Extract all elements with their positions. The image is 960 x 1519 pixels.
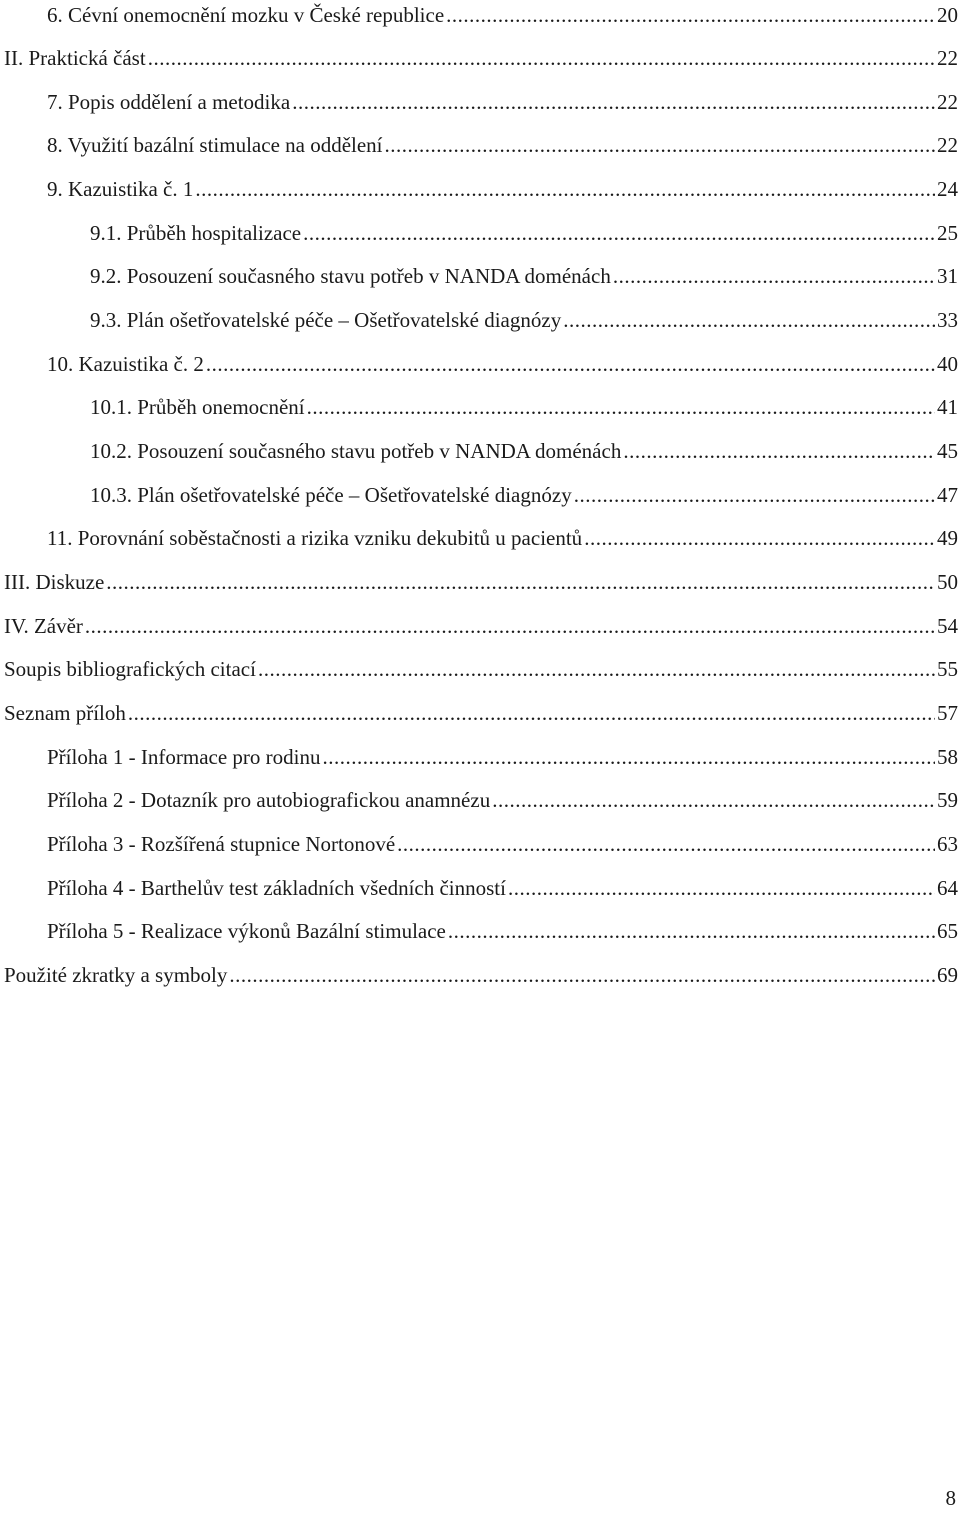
toc-entry-label: 7. Popis oddělení a metodika bbox=[47, 90, 291, 114]
toc-entry-label: 8. Využití bazální stimulace na oddělení bbox=[47, 133, 383, 157]
toc-entry[interactable] bbox=[47, 518, 958, 558]
toc-entry[interactable] bbox=[90, 213, 958, 253]
toc-entry[interactable] bbox=[47, 824, 958, 864]
toc-entry[interactable] bbox=[47, 0, 958, 35]
toc-entry[interactable] bbox=[47, 911, 958, 951]
toc-entry[interactable] bbox=[47, 82, 958, 122]
page-number: 8 bbox=[945, 1486, 956, 1510]
toc-entry[interactable] bbox=[4, 693, 958, 733]
toc-entry-page: 40 bbox=[937, 352, 958, 376]
toc-entry-label: Příloha 5 - Realizace výkonů Bazální stimulace bbox=[47, 919, 446, 943]
toc-entry-page: 64 bbox=[937, 876, 958, 900]
toc-entry-page: 50 bbox=[937, 570, 958, 594]
toc-entry-label: 9.1. Průběh hospitalizace bbox=[90, 221, 302, 245]
toc-entry-page: 25 bbox=[937, 221, 958, 245]
toc-leader-dots bbox=[508, 868, 935, 908]
toc-entry-page: 24 bbox=[937, 177, 958, 201]
toc-entry[interactable] bbox=[47, 169, 958, 209]
toc-leader-dots bbox=[258, 649, 935, 689]
toc-entry-page: 22 bbox=[937, 46, 958, 70]
toc-leader-dots bbox=[492, 780, 935, 820]
toc-entry-page: 22 bbox=[937, 133, 958, 157]
toc-entry[interactable] bbox=[47, 344, 958, 384]
toc-entry-page: 49 bbox=[937, 526, 958, 550]
toc-leader-dots bbox=[106, 562, 935, 602]
toc-entry[interactable] bbox=[4, 38, 958, 78]
toc-entry[interactable] bbox=[47, 868, 958, 908]
toc-entry[interactable] bbox=[90, 256, 958, 296]
toc-leader-dots bbox=[448, 911, 935, 951]
toc-entry-label: Příloha 4 - Barthelův test základních všedních činností bbox=[47, 876, 506, 900]
toc-entry-page: 54 bbox=[937, 614, 958, 638]
toc-entry-label: II. Praktická část bbox=[4, 46, 146, 70]
toc-entry[interactable] bbox=[90, 300, 958, 340]
toc-entry-page: 63 bbox=[937, 832, 958, 856]
toc-leader-dots bbox=[85, 606, 935, 646]
toc-entry[interactable] bbox=[90, 387, 958, 427]
toc-entry-label: Seznam příloh bbox=[4, 701, 126, 725]
toc-entry-page: 65 bbox=[937, 919, 958, 943]
toc-entry[interactable] bbox=[90, 475, 958, 515]
toc-entry-label: Příloha 2 - Dotazník pro autobiografickou anamnézu bbox=[47, 788, 491, 812]
toc-leader-dots bbox=[292, 82, 935, 122]
toc-leader-dots bbox=[613, 256, 935, 296]
toc-leader-dots bbox=[303, 213, 935, 253]
toc-entry-page: 41 bbox=[937, 395, 958, 419]
toc-leader-dots bbox=[584, 518, 935, 558]
toc-entry[interactable] bbox=[4, 606, 958, 646]
toc-entry-page: 47 bbox=[937, 483, 958, 507]
toc-entry-page: 55 bbox=[937, 657, 958, 681]
toc-leader-dots bbox=[206, 344, 935, 384]
toc-entry-page: 20 bbox=[937, 3, 958, 27]
toc-entry[interactable] bbox=[4, 955, 958, 995]
toc-entry-label: 6. Cévní onemocnění mozku v České republice bbox=[47, 3, 445, 27]
toc-entry-page: 45 bbox=[937, 439, 958, 463]
toc-leader-dots bbox=[563, 300, 935, 340]
toc-entry-page: 69 bbox=[937, 963, 958, 987]
toc-entry-label: 9.2. Posouzení současného stavu potřeb v NANDA doménách bbox=[90, 264, 611, 288]
toc-entry-label: Soupis bibliografických citací bbox=[4, 657, 256, 681]
toc-entry[interactable] bbox=[90, 431, 958, 471]
toc-leader-dots bbox=[148, 38, 935, 78]
toc-entry-page: 57 bbox=[937, 701, 958, 725]
toc-entry-label: III. Diskuze bbox=[4, 570, 105, 594]
toc-entry-label: 9.3. Plán ošetřovatelské péče – Ošetřovatelské diagnózy bbox=[90, 308, 562, 332]
toc-leader-dots bbox=[229, 955, 935, 995]
toc-entry-page: 59 bbox=[937, 788, 958, 812]
toc-entry[interactable] bbox=[47, 780, 958, 820]
toc-leader-dots bbox=[195, 169, 935, 209]
toc-leader-dots bbox=[307, 387, 935, 427]
toc-entry-label: 11. Porovnání soběstačnosti a rizika vzniku dekubitů u pacientů bbox=[47, 526, 583, 550]
toc-leader-dots bbox=[323, 737, 935, 777]
toc-entry-label: IV. Závěr bbox=[4, 614, 83, 638]
toc-leader-dots bbox=[128, 693, 935, 733]
toc-entry-page: 31 bbox=[937, 264, 958, 288]
toc-entry[interactable] bbox=[47, 125, 958, 165]
toc-entry[interactable] bbox=[47, 737, 958, 777]
toc-entry-label: 10.3. Plán ošetřovatelské péče – Ošetřovatelské diagnózy bbox=[90, 483, 572, 507]
toc-leader-dots bbox=[574, 475, 935, 515]
toc-entry-page: 22 bbox=[937, 90, 958, 114]
toc-leader-dots bbox=[385, 125, 935, 165]
toc-entry-label: Příloha 3 - Rozšířená stupnice Nortonové bbox=[47, 832, 396, 856]
toc-entry-label: 10.1. Průběh onemocnění bbox=[90, 395, 305, 419]
toc-leader-dots bbox=[623, 431, 935, 471]
toc-entry[interactable] bbox=[4, 649, 958, 689]
toc-leader-dots bbox=[446, 0, 935, 35]
toc-leader-dots bbox=[397, 824, 935, 864]
toc-entry[interactable] bbox=[4, 562, 958, 602]
toc-entry-label: 10. Kazuistika č. 2 bbox=[47, 352, 204, 376]
toc-entry-page: 33 bbox=[937, 308, 958, 332]
toc-entry-label: 9. Kazuistika č. 1 bbox=[47, 177, 194, 201]
toc-entry-label: Příloha 1 - Informace pro rodinu bbox=[47, 745, 321, 769]
toc-entry-page: 58 bbox=[937, 745, 958, 769]
toc-entry-label: 10.2. Posouzení současného stavu potřeb v NANDA doménách bbox=[90, 439, 622, 463]
toc-entry-label: Použité zkratky a symboly bbox=[4, 963, 228, 987]
